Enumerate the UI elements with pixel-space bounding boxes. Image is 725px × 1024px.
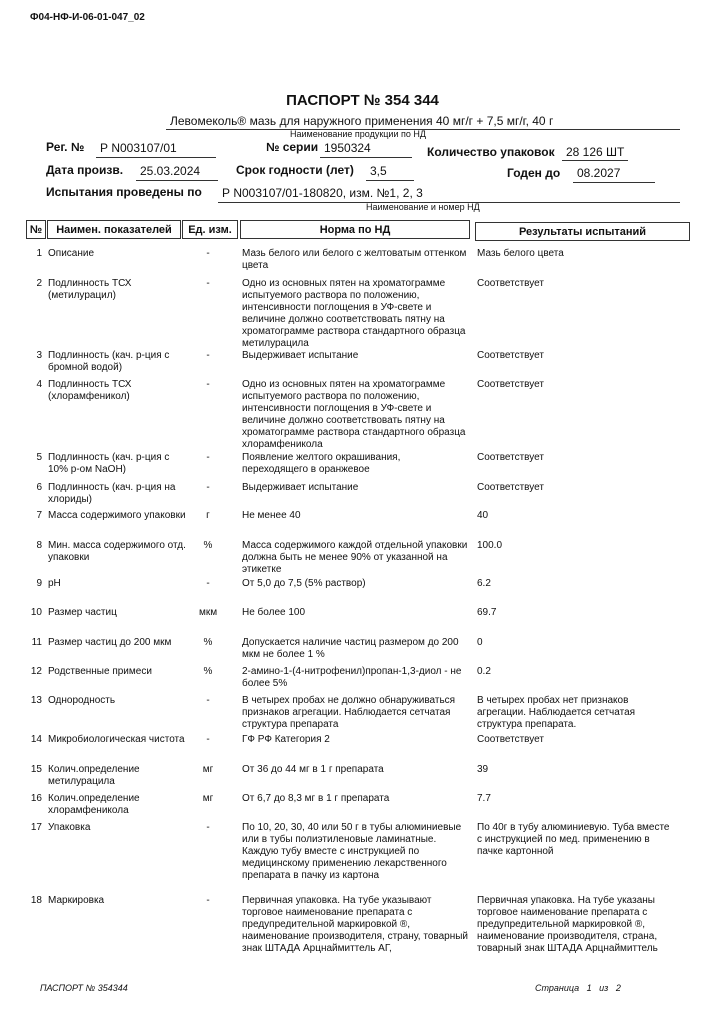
row-unit: - bbox=[206, 822, 210, 833]
row-result: 39 bbox=[477, 764, 489, 775]
reg-label: Рег. № bbox=[46, 140, 85, 154]
row-norm: Первичная упаковка. На тубе указывают торговое наименование препарата с предупредительной маркировкой ®, наименование производителя, страну, товарный знак ШТАДА Арцнаймиттель АГ, bbox=[242, 895, 469, 954]
valid-underline bbox=[573, 182, 655, 183]
row-name: Размер частиц bbox=[48, 607, 117, 618]
row-result: Соответствует bbox=[477, 278, 544, 289]
row-num: 11 bbox=[31, 637, 42, 648]
row-unit: - bbox=[206, 482, 210, 493]
row-norm: От 36 до 44 мг в 1 г препарата bbox=[242, 764, 384, 775]
row-num: 6 bbox=[36, 482, 42, 493]
row-unit: - bbox=[206, 248, 210, 259]
tests-label: Испытания проведены по bbox=[46, 185, 202, 199]
row-norm: Выдерживает испытание bbox=[242, 482, 359, 493]
row-num: 16 bbox=[30, 793, 42, 804]
series-value: 1950324 bbox=[324, 141, 371, 155]
row-norm: Появление желтого окрашивания, переходящего в оранжевое bbox=[242, 452, 401, 475]
row-result: Соответствует bbox=[477, 482, 544, 493]
row-norm: От 5,0 до 7,5 (5% раствор) bbox=[242, 578, 366, 589]
product-caption: Наименование продукции по НД bbox=[290, 129, 426, 139]
row-name: Масса содержимого упаковки bbox=[48, 510, 186, 521]
reg-value: Р N003107/01 bbox=[100, 141, 177, 155]
row-unit: мг bbox=[202, 793, 214, 804]
row-unit: г bbox=[206, 510, 210, 521]
footer-page-number: 1 bbox=[586, 983, 592, 993]
footer-page-total: 2 bbox=[615, 983, 621, 993]
row-norm: Одно из основных пятен на хроматограмме испытуемого раствора по положению, интенсивности поглощения в УФ-свете и величине должно соответствовать пятну на хроматограмме раствора стандартного образца метилурацила bbox=[242, 278, 466, 349]
row-name: Подлинность (кач. р-ция на хлориды) bbox=[48, 482, 176, 505]
row-norm: Допускается наличие частиц размером до 200 мкм не более 1 % bbox=[242, 637, 459, 660]
row-name: Подлинность (кач. р-ция с 10% р-ом NaOH) bbox=[48, 452, 170, 475]
shelf-value: 3,5 bbox=[370, 164, 387, 178]
row-name: Подлинность ТСХ (метилурацил) bbox=[48, 278, 132, 301]
row-unit: мг bbox=[202, 764, 214, 775]
series-label: № серии bbox=[266, 140, 319, 154]
row-name: Мин. масса содержимого отд. упаковки bbox=[48, 540, 186, 563]
row-unit: - bbox=[206, 350, 210, 361]
row-result: Соответствует bbox=[477, 350, 544, 361]
row-num: 2 bbox=[36, 278, 42, 289]
row-name: Упаковка bbox=[48, 822, 91, 833]
row-norm: ГФ РФ Категория 2 bbox=[242, 734, 330, 745]
tests-caption: Наименование и номер НД bbox=[366, 202, 480, 212]
row-result: 100.0 bbox=[477, 540, 503, 551]
row-result: Мазь белого цвета bbox=[477, 248, 564, 259]
passport-title: ПАСПОРТ № 354 344 bbox=[286, 92, 439, 109]
header-num: № bbox=[26, 220, 46, 239]
row-result: Соответствует bbox=[477, 452, 544, 463]
shelf-label: Срок годности (лет) bbox=[236, 163, 354, 177]
footer-page-info bbox=[535, 983, 621, 993]
reg-underline bbox=[96, 157, 216, 158]
row-num: 9 bbox=[36, 578, 42, 589]
shelf-underline bbox=[366, 180, 414, 181]
row-norm: Не более 100 bbox=[242, 607, 306, 618]
row-name: Микробиологическая чистота bbox=[48, 734, 185, 745]
row-norm: В четырех пробах не должно обнаруживаться признаков агрегации. Наблюдается сетчатая структура препарата bbox=[242, 695, 456, 730]
row-norm: Масса содержимого каждой отдельной упаковки должна быть не менее 90% от указанной на этикетке bbox=[242, 540, 468, 575]
header-name: Наимен. показателей bbox=[47, 220, 181, 239]
header-result: Результаты испытаний bbox=[475, 222, 690, 241]
row-unit: % bbox=[203, 666, 213, 677]
qty-value: 28 126 ШТ bbox=[566, 145, 625, 159]
row-norm: По 10, 20, 30, 40 или 50 г в тубы алюминиевые или в тубы полиэтиленовые ламинатные. Каждую тубу вместе с инструкцией по медицинскому применению лекарственного препарата в пачку из картона bbox=[242, 822, 462, 881]
row-unit: % bbox=[203, 540, 213, 551]
row-num: 4 bbox=[36, 379, 42, 390]
row-name: Колич.определение хлорамфеникола bbox=[48, 793, 140, 816]
row-num: 3 bbox=[36, 350, 42, 361]
row-num: 14 bbox=[30, 734, 42, 745]
row-name: Описание bbox=[48, 248, 95, 259]
row-name: Однородность bbox=[48, 695, 116, 706]
row-result: Соответствует bbox=[477, 379, 544, 390]
row-unit: - bbox=[206, 895, 210, 906]
row-num: 12 bbox=[30, 666, 42, 677]
header-norm: Норма по НД bbox=[240, 220, 470, 239]
footer-of-label: из bbox=[599, 983, 609, 993]
row-result: 7.7 bbox=[477, 793, 491, 804]
row-result: 6.2 bbox=[477, 578, 491, 589]
row-name: Родственные примеси bbox=[48, 666, 152, 677]
row-num: 7 bbox=[36, 510, 42, 521]
row-name: Подлинность (кач. р-ция с бромной водой) bbox=[48, 350, 170, 373]
row-norm: Выдерживает испытание bbox=[242, 350, 359, 361]
document-code: Ф04-НФ-И-06-01-047_02 bbox=[30, 12, 145, 23]
date-underline bbox=[136, 180, 218, 181]
qty-label: Количество упаковок bbox=[427, 145, 555, 159]
row-result: Первичная упаковка. На тубе указаны торговое наименование препарата с предупредительной маркировкой ®, наименование производителя, страна, товарный знак ШТАДА Арцнаймиттель bbox=[477, 895, 658, 954]
row-num: 10 bbox=[30, 607, 42, 618]
row-name: Подлинность ТСХ (хлорамфеникол) bbox=[48, 379, 132, 402]
row-result: По 40г в тубу алюминиевую. Туба вместе с инструкцией по мед. применению в пачке картонной bbox=[477, 822, 670, 857]
row-result: В четырех пробах нет признаков агрегации. Наблюдается сетчатая структура препарата. bbox=[477, 695, 636, 730]
row-unit: мкм bbox=[198, 607, 218, 618]
row-name: pH bbox=[48, 578, 61, 589]
series-underline bbox=[320, 157, 412, 158]
row-result: 0.2 bbox=[477, 666, 491, 677]
footer-passport-number: ПАСПОРТ № 354344 bbox=[40, 983, 128, 993]
row-num: 5 bbox=[36, 452, 42, 463]
row-norm: От 6,7 до 8,3 мг в 1 г препарата bbox=[242, 793, 390, 804]
row-name: Колич.определение метилурацила bbox=[48, 764, 140, 787]
qty-underline bbox=[562, 160, 628, 161]
date-value: 25.03.2024 bbox=[140, 164, 201, 178]
valid-label: Годен до bbox=[507, 166, 561, 180]
tests-value: Р N003107/01-180820, изм. №1, 2, 3 bbox=[222, 186, 423, 200]
row-result: Соответствует bbox=[477, 734, 544, 745]
row-result: 69.7 bbox=[477, 607, 497, 618]
row-num: 13 bbox=[30, 695, 42, 706]
row-num: 15 bbox=[30, 764, 42, 775]
row-unit: - bbox=[206, 695, 210, 706]
row-result: 0 bbox=[477, 637, 483, 648]
product-name: Левомеколь® мазь для наружного применения 40 мг/г + 7,5 мг/г, 40 г bbox=[170, 114, 554, 128]
row-name: Размер частиц до 200 мкм bbox=[48, 637, 172, 648]
row-result: 40 bbox=[477, 510, 489, 521]
row-unit: % bbox=[203, 637, 213, 648]
row-unit: - bbox=[206, 452, 210, 463]
row-unit: - bbox=[206, 578, 210, 589]
footer-page-label: Страница bbox=[535, 983, 580, 993]
row-num: 18 bbox=[30, 895, 42, 906]
date-label: Дата произв. bbox=[46, 163, 124, 177]
row-num: 17 bbox=[30, 822, 42, 833]
row-num: 1 bbox=[36, 248, 42, 259]
row-unit: - bbox=[206, 734, 210, 745]
row-norm: Не менее 40 bbox=[242, 510, 301, 521]
header-unit: Ед. изм. bbox=[182, 220, 238, 239]
row-name: Маркировка bbox=[48, 895, 105, 906]
row-norm: 2-амино-1-(4-нитрофенил)пропан-1,3-диол - не более 5% bbox=[242, 666, 462, 689]
row-norm: Мазь белого или белого с желтоватым оттенком цвета bbox=[242, 248, 467, 271]
row-num: 8 bbox=[36, 540, 42, 551]
row-norm: Одно из основных пятен на хроматограмме испытуемого раствора по положению, интенсивности поглощения в УФ-свете и величине должно соответствовать пятну на хроматограмме раствора стандартного образца хлорамфеникола bbox=[242, 379, 466, 450]
row-unit: - bbox=[206, 278, 210, 289]
row-unit: - bbox=[206, 379, 210, 390]
valid-value: 08.2027 bbox=[577, 166, 621, 180]
